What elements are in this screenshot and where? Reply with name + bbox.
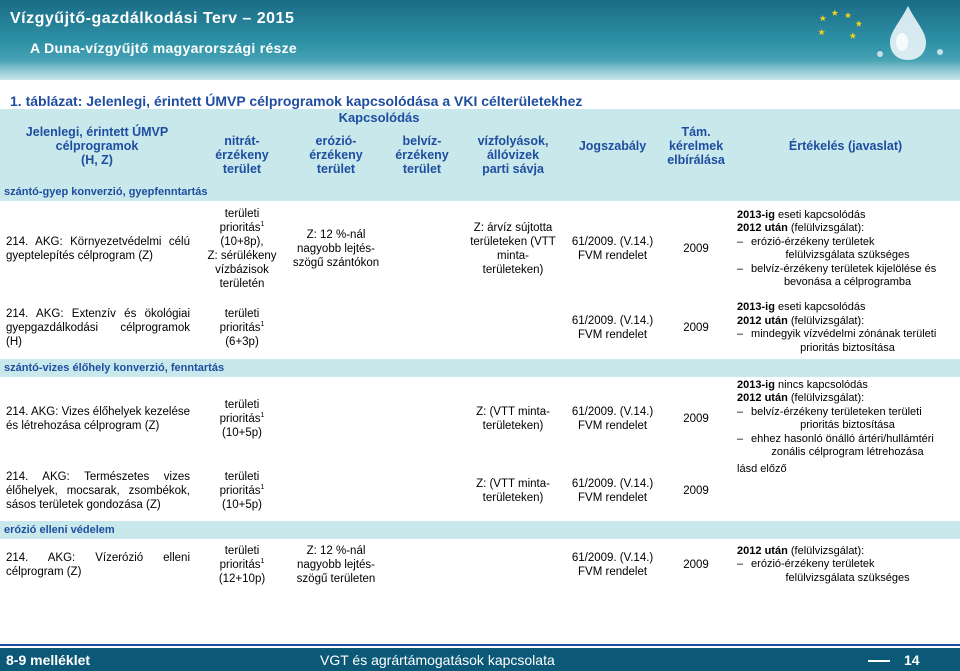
jogszabaly-cell: 61/2009. (V.14.) FVM rendelet (571, 478, 654, 504)
table-row (0, 461, 960, 521)
jogszabaly-cell: 61/2009. (V.14.) FVM rendelet (571, 552, 654, 578)
jogszabaly-cell: 61/2009. (V.14.) FVM rendelet (571, 236, 654, 262)
table-row (0, 377, 960, 461)
vizfolyas-cell: Z: (VTT minta- területeken) (476, 406, 550, 432)
col-ertekeles-header: Értékelés (javaslat) (731, 109, 960, 183)
col-program-header: Jelenlegi, érintett ÚMVP célprogramok (H, Z) (0, 109, 194, 183)
header-subtitle: A Duna-vízgyűjtő magyarországi része (30, 40, 298, 56)
footer-bar (0, 648, 960, 671)
evaluation-cell: 2012 után (felülvizsgálat): – erózió-érzékeny területek felülvizsgálata szükséges (737, 544, 910, 584)
footer-rule (0, 644, 960, 646)
col-vizfolyas-header: vízfolyások, állóvizek parti sávja (462, 127, 564, 183)
program-cell: 214. AKG: Vízerózió elleni célprogram (Z) (6, 552, 190, 578)
header-title: Vízgyűjtő-gazdálkodási Terv – 2015 (10, 10, 295, 27)
nitrat-cell: területi prioritás$^1$ (10+8p), Z: sérülékeny vízbázisok területén (207, 208, 277, 290)
section-label: szántó-vizes élőhely konverzió, fenntartás (0, 359, 960, 377)
tam-cell: 2009 (683, 413, 709, 425)
table-row (0, 201, 960, 297)
footer-topic: VGT és agrártámogatások kapcsolata (320, 652, 555, 668)
footer-annex: 8-9 melléklet (6, 652, 91, 668)
belviz-cell (382, 201, 462, 297)
header-banner (0, 0, 960, 80)
vizfolyas-cell (462, 539, 564, 591)
vizfolyas-cell: Z: (VTT minta- területeken) (476, 478, 550, 504)
section-row (0, 521, 960, 539)
erozio-cell (290, 461, 382, 521)
water-drop-logo (860, 2, 956, 62)
evaluation-cell: 2013-ig eseti kapcsolódás 2012 után (felülvizsgálat): – mindegyik vízvédelmi zónának területi prioritás biztosítása (737, 301, 937, 354)
table-title: 1. táblázat: Jelenlegi, érintett ÚMVP célprogramok kapcsolódása a VKI célterületekhez (10, 93, 583, 109)
erozio-cell (290, 377, 382, 461)
section-row (0, 359, 960, 377)
col-nitrat-header: nitrát- érzékeny terület (194, 127, 290, 183)
col-belviz-header: belvíz- érzékeny terület (382, 127, 462, 183)
program-table (0, 109, 960, 591)
erozio-cell: Z: 12 %-nál nagyobb lejtés- szögű szántókon (292, 229, 380, 269)
erozio-cell (290, 297, 382, 359)
program-cell: 214. AKG: Vizes élőhelyek kezelése és létrehozása célprogram (Z) (6, 406, 190, 432)
belviz-cell (382, 461, 462, 521)
tam-cell: 2009 (683, 243, 709, 255)
col-jogszabaly-header: Jogszabály (564, 109, 661, 183)
nitrat-cell: területi prioritás$^1$ (10+5p) (219, 471, 265, 511)
tam-cell: 2009 (683, 559, 709, 571)
table-row (0, 297, 960, 359)
section-row (0, 183, 960, 201)
nitrat-cell: területi prioritás$^1$ (10+5p) (219, 399, 265, 439)
col-tam-header: Tám. kérelmek elbírálása (661, 109, 731, 183)
table-row (0, 539, 960, 591)
section-label: erózió elleni védelem (0, 521, 960, 539)
evaluation-cell: 2013-ig eseti kapcsolódás 2012 után (felülvizsgálat): – erózió-érzékeny területek felülvizsgálata szükséges – belvíz-érzékeny területek kijelölése és bevonása a célprogramba (737, 208, 937, 288)
vizfolyas-cell: Z: árvíz sújtotta területeken (VTT minta- területeken) (470, 222, 556, 276)
vizfolyas-cell (462, 297, 564, 359)
footer-dash (868, 660, 890, 662)
page-number: 14 (904, 652, 920, 668)
col-kapcsolodas-header: Kapcsolódás (194, 109, 564, 127)
tam-cell: 2009 (683, 322, 709, 334)
belviz-cell (382, 297, 462, 359)
evaluation-cell: lásd előző (737, 463, 787, 475)
program-cell: 214. AKG: Természetes vizes élőhelyek, mocsarak, zsombékok, sásos területek gondozása (Z) (6, 471, 190, 511)
evaluation-cell: 2013-ig nincs kapcsolódás 2012 után (felülvizsgálat): – belvíz-érzékeny területeken területi prioritás biztosítása – ehhez hasonló önálló ártéri/hullámtéri zonális célprogram létrehozása (737, 378, 934, 458)
header-fade (0, 60, 960, 80)
erozio-cell: Z: 12 %-nál nagyobb lejtés- szögű területen (296, 545, 376, 585)
nitrat-cell: területi prioritás$^1$ (12+10p) (218, 545, 266, 585)
col-erozio-header: erózió- érzékeny terület (290, 127, 382, 183)
belviz-cell (382, 377, 462, 461)
jogszabaly-cell: 61/2009. (V.14.) FVM rendelet (571, 406, 654, 432)
section-label: szántó-gyep konverzió, gyepfenntartás (0, 183, 960, 201)
belviz-cell (382, 539, 462, 591)
tam-cell: 2009 (683, 485, 709, 497)
jogszabaly-cell: 61/2009. (V.14.) FVM rendelet (571, 315, 654, 341)
program-cell: 214. AKG: Extenzív és ökológiai gyepgazdálkodási célprogramok (H) (6, 308, 190, 348)
program-cell: 214. AKG: Környezetvédelmi célú gyeptelepítés célprogram (Z) (6, 236, 190, 262)
nitrat-cell: területi prioritás$^1$ (6+3p) (219, 308, 265, 348)
